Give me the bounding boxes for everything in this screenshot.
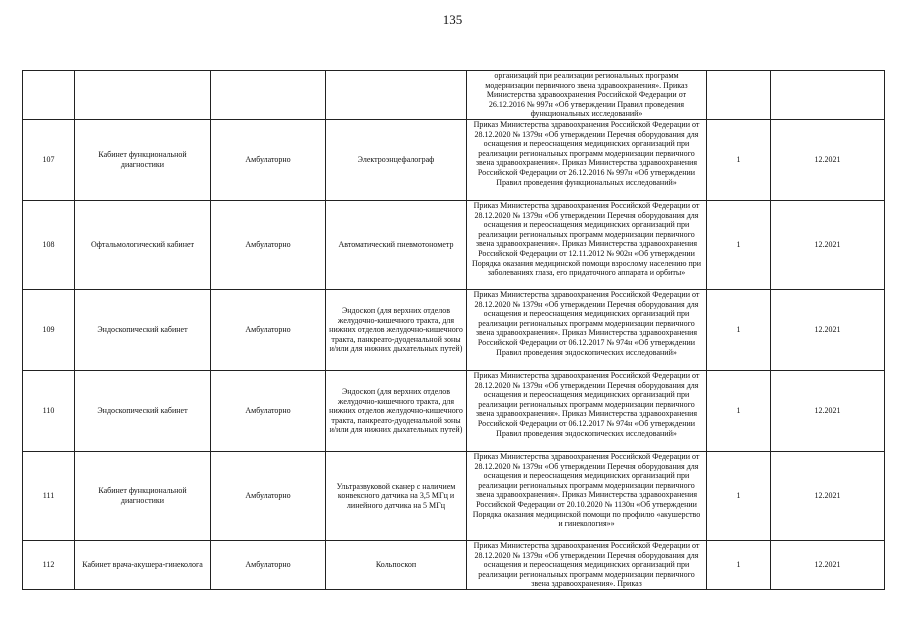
table-row	[23, 370, 885, 451]
cell-number: 111	[23, 451, 75, 540]
cell-room: Эндоскопический кабинет	[75, 370, 211, 451]
cell-quantity: 1	[707, 200, 771, 289]
cell-date: 12.2021	[771, 451, 885, 540]
cell-quantity: 1	[707, 540, 771, 589]
cell-equipment: Эндоскоп (для верхних отделов желудочно-кишечного тракта, для нижних отделов желудочно-кишечного тракта, панкреато-дуоденальной зоны и/или для нижних дыхательных путей)	[326, 370, 467, 451]
cell-mode: Амбулаторно	[211, 119, 326, 200]
cell-number: 110	[23, 370, 75, 451]
table-row	[23, 119, 885, 200]
cell-date: 12.2021	[771, 289, 885, 370]
equipment-table	[22, 70, 885, 590]
cell-basis: Приказ Министерства здравоохранения Российской Федерации от 28.12.2020 № 1379н «Об утверждении Перечня оборудования для оснащения и переоснащения медицинских организаций при реализации региональных программ модернизации первичного звена здравоохранения». Приказ Министерства здравоохранения Российской Федерации от 06.12.2017 № 974н «Об утверждении Правил проведения эндоскопических исследований»	[467, 289, 707, 370]
cell-number: 107	[23, 119, 75, 200]
cell-quantity: 1	[707, 119, 771, 200]
table-row	[23, 200, 885, 289]
cell-basis: организаций при реализации региональных программ модернизации первичного звена здравоохранения». Приказ Министерства здравоохранения Российской Федерации от 26.12.2016 № 997н «Об утверждении Правил проведения функциональных исследований»	[467, 71, 707, 120]
cell-date: 12.2021	[771, 370, 885, 451]
cell-date: 12.2021	[771, 119, 885, 200]
cell-equipment	[326, 71, 467, 120]
cell-room: Эндоскопический кабинет	[75, 289, 211, 370]
cell-basis: Приказ Министерства здравоохранения Российской Федерации от 28.12.2020 № 1379н «Об утверждении Перечня оборудования для оснащения и переоснащения медицинских организаций при реализации региональных программ модернизации первичного звена здравоохранения». Приказ	[467, 540, 707, 589]
table-row	[23, 451, 885, 540]
cell-number: 112	[23, 540, 75, 589]
cell-room: Кабинет врача-акушера-гинеколога	[75, 540, 211, 589]
cell-equipment: Ультразвуковой сканер с наличием конвексного датчика на 3,5 МГц и линейного датчика на 5 МГц	[326, 451, 467, 540]
cell-number	[23, 71, 75, 120]
table-row-continuation	[23, 71, 885, 120]
cell-quantity: 1	[707, 370, 771, 451]
cell-quantity: 1	[707, 289, 771, 370]
page-number: 135	[442, 12, 463, 27]
cell-equipment: Автоматический пневмотонометр	[326, 200, 467, 289]
cell-room: Кабинет функциональной диагностики	[75, 451, 211, 540]
cell-mode: Амбулаторно	[211, 289, 326, 370]
cell-quantity	[707, 71, 771, 120]
cell-room: Кабинет функциональной диагностики	[75, 119, 211, 200]
cell-mode	[211, 71, 326, 120]
cell-equipment: Кольпоскоп	[326, 540, 467, 589]
cell-date	[771, 71, 885, 120]
cell-basis: Приказ Министерства здравоохранения Российской Федерации от 28.12.2020 № 1379н «Об утверждении Перечня оборудования для оснащения и переоснащения медицинских организаций при реализации региональных программ модернизации первичного звена здравоохранения». Приказ Министерства здравоохранения Российской Федерации от 26.12.2016 № 997н «Об утверждении Правил проведения функциональных исследований»	[467, 119, 707, 200]
cell-room: Офтальмологический кабинет	[75, 200, 211, 289]
cell-equipment: Электроэнцефалограф	[326, 119, 467, 200]
cell-mode: Амбулаторно	[211, 370, 326, 451]
cell-number: 108	[23, 200, 75, 289]
table-row	[23, 540, 885, 589]
cell-equipment: Эндоскоп (для верхних отделов желудочно-кишечного тракта, для нижних отделов желудочно-кишечного тракта, панкреато-дуоденальной зоны и/или для нижних дыхательных путей)	[326, 289, 467, 370]
cell-number: 109	[23, 289, 75, 370]
cell-date: 12.2021	[771, 540, 885, 589]
cell-basis: Приказ Министерства здравоохранения Российской Федерации от 28.12.2020 № 1379н «Об утверждении Перечня оборудования для оснащения и переоснащения медицинских организаций при реализации региональных программ модернизации первичного звена здравоохранения». Приказ Министерства здравоохранения Российской Федерации от 06.12.2017 № 974н «Об утверждении Правил проведения эндоскопических исследований»	[467, 370, 707, 451]
cell-date: 12.2021	[771, 200, 885, 289]
table-row	[23, 289, 885, 370]
cell-basis: Приказ Министерства здравоохранения Российской Федерации от 28.12.2020 № 1379н «Об утверждении Перечня оборудования для оснащения и переоснащения медицинских организаций при реализации региональных программ модернизации первичного звена здравоохранения». Приказ Министерства здравоохранения Российской Федерации от 20.10.2020 № 1130н «Об утверждении Порядка оказания медицинской помощи по профилю «акушерство и гинекология»»	[467, 451, 707, 540]
cell-mode: Амбулаторно	[211, 200, 326, 289]
cell-mode: Амбулаторно	[211, 540, 326, 589]
cell-room	[75, 71, 211, 120]
cell-quantity: 1	[707, 451, 771, 540]
cell-basis: Приказ Министерства здравоохранения Российской Федерации от 28.12.2020 № 1379н «Об утверждении Перечня оборудования для оснащения и переоснащения медицинских организаций при реализации региональных программ модернизации первичного звена здравоохранения». Приказ Министерства здравоохранения Российской Федерации от 12.11.2012 № 902н «Об утверждении Порядка оказания медицинской помощи взрослому населению при заболеваниях глаза, его придаточного аппарата и орбиты»	[467, 200, 707, 289]
cell-mode: Амбулаторно	[211, 451, 326, 540]
